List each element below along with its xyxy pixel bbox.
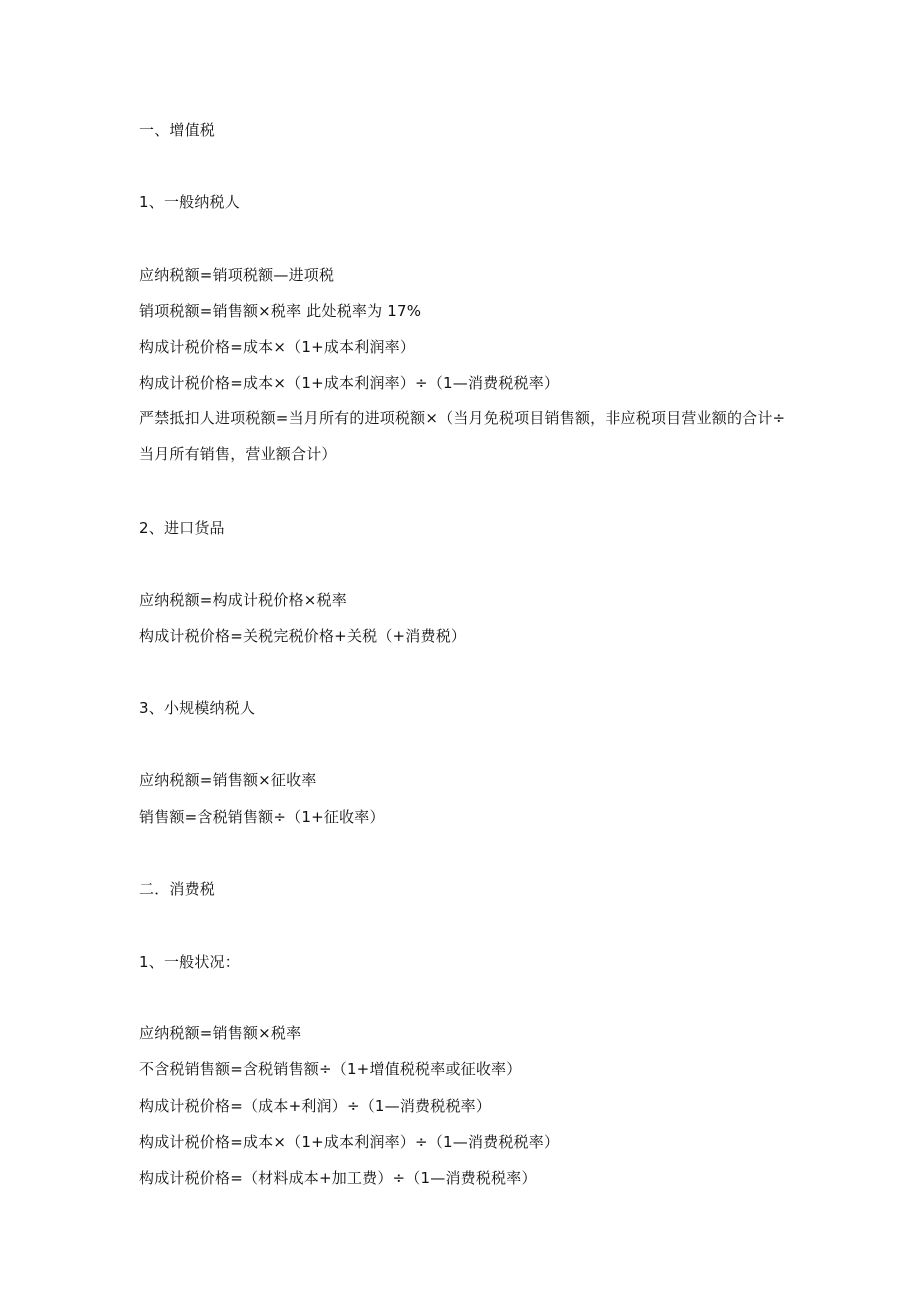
subsection-imported-goods: 2、进口货品 [139,519,225,537]
subsection-general-case: 1、一般状况： [139,953,240,971]
formula-line: 构成计税价格=（成本+利润）÷（1—消费税税率） [139,1097,492,1115]
formula-line: 构成计税价格=成本×（1+成本利润率） [139,338,416,356]
subsection-general-taxpayer: 1、一般纳税人 [139,193,240,211]
subsection-small-scale-taxpayer: 3、小规模纳税人 [139,699,256,717]
formula-line: 构成计税价格=（材料成本+加工费）÷（1—消费税税率） [139,1169,537,1187]
formula-line: 构成计税价格=成本×（1+成本利润率）÷（1—消费税税率） [139,374,560,392]
formula-paragraph: 严禁抵扣人进项税额=当月所有的进项税额×（当月免税项目销售额，非应税项目营业额的合计÷当月所有销售，营业额合计） [139,409,786,463]
formula-line: 应纳税额=销售额×税率 [139,1024,302,1042]
formula-line: 构成计税价格=关税完税价格+关税（+消费税） [139,627,467,645]
formula-line: 应纳税额=销售额×征收率 [139,771,317,789]
formula-line: 应纳税额=构成计税价格×税率 [139,591,347,609]
formula-line: 销售额=含税销售额÷（1+征收率） [139,808,385,826]
section-heading-vat: 一、增值税 [139,121,216,139]
section-heading-consumption-tax: 二．消费税 [139,880,216,898]
formula-line: 销项税额=销售额×税率 此处税率为 17% [139,302,422,320]
formula-line: 构成计税价格=成本×（1+成本利润率）÷（1—消费税税率） [139,1133,560,1151]
formula-line: 应纳税额=销项税额—进项税 [139,266,335,284]
formula-line: 不含税销售额=含税销售额÷（1+增值税税率或征收率） [139,1060,522,1078]
